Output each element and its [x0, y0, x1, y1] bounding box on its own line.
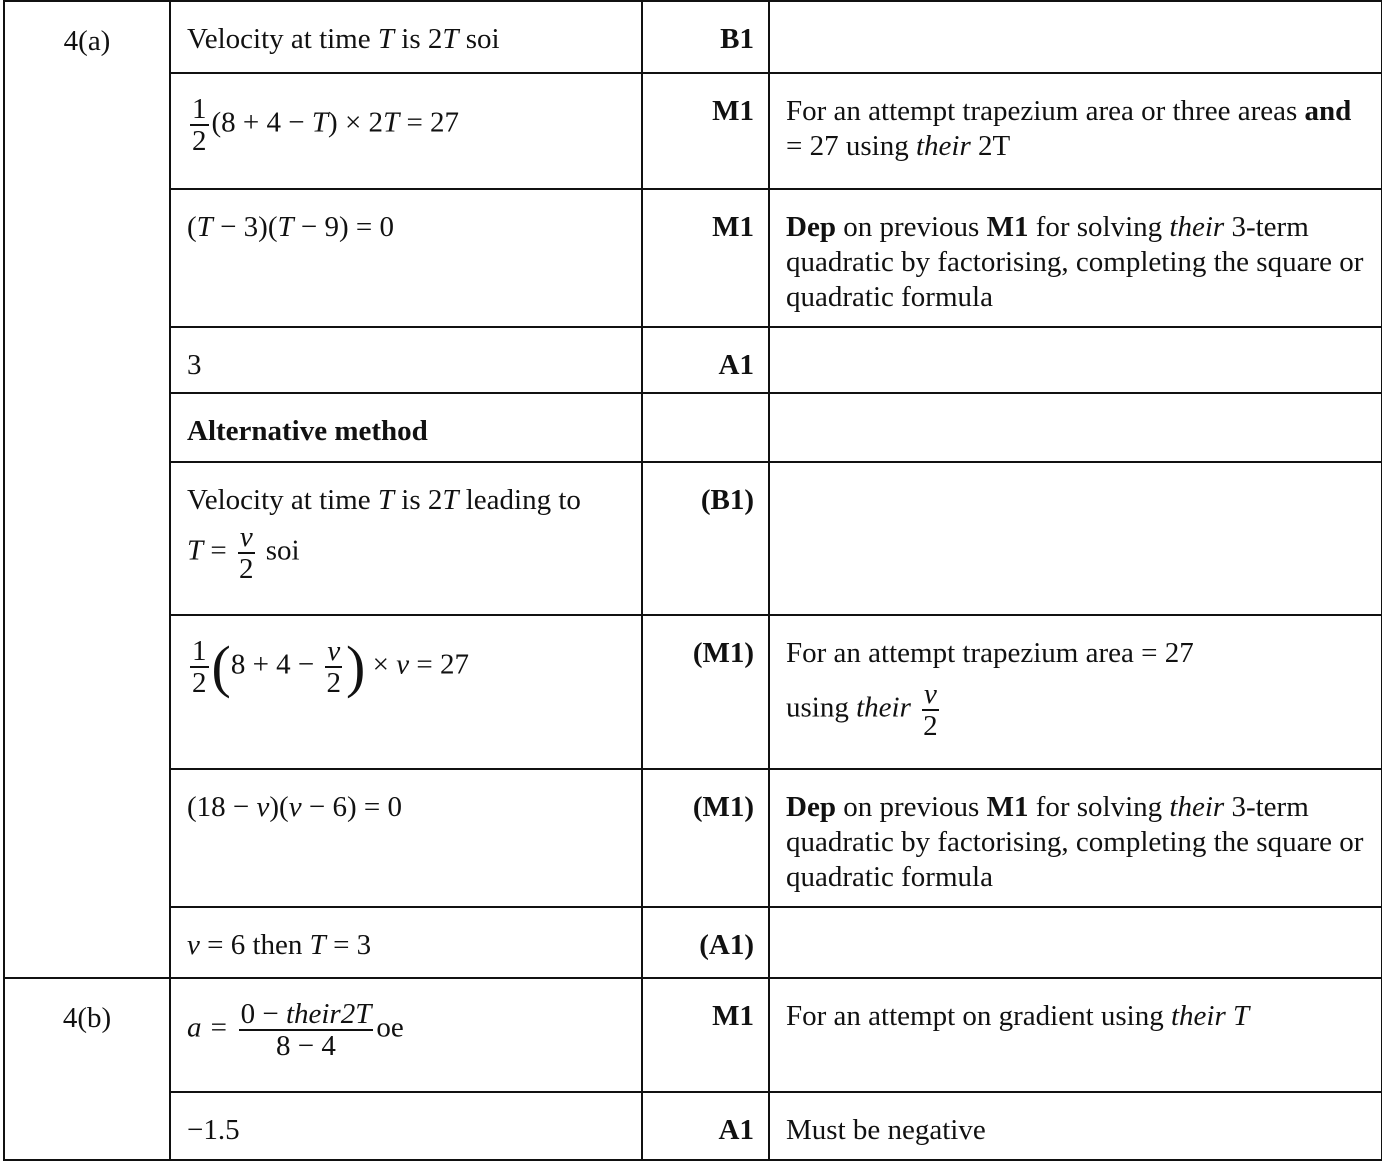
fraction: $\frac{v}{2}$: [923, 678, 938, 742]
table-row: [4, 615, 1382, 769]
answer-cell: 3: [170, 327, 642, 393]
answer-cell: (18 − v)(v − 6) = 0: [170, 769, 642, 907]
table-row: [4, 907, 1382, 978]
table-row: [4, 462, 1382, 615]
fraction: $\frac{1}{2}$: [192, 635, 207, 699]
question-label-empty: [4, 462, 170, 615]
table-row: [4, 1092, 1382, 1160]
question-label-empty: [4, 327, 170, 393]
answer-cell: Velocity at time T is 2T soi: [170, 1, 642, 73]
guidance-cell: For an attempt trapezium area = 27 using their $\frac{v}{2}$: [769, 615, 1382, 769]
mark-cell: [642, 393, 769, 462]
question-label-empty: [4, 189, 170, 327]
question-label-empty: [4, 393, 170, 462]
question-label-empty: [4, 615, 170, 769]
answer-cell: (T − 3)(T − 9) = 0: [170, 189, 642, 327]
guidance-cell: Dep on previous M1 for solving their 3-term quadratic by factorising, completing the square or quadratic formula: [769, 769, 1382, 907]
guidance-cell: [769, 462, 1382, 615]
fraction: $\frac{1}{2}$: [192, 93, 207, 157]
guidance-cell: Dep on previous M1 for solving their 3-term quadratic by factorising, completing the square or quadratic formula: [769, 189, 1382, 327]
guidance-cell: [769, 327, 1382, 393]
table-row: [4, 1, 1382, 73]
mark-cell: (M1): [642, 615, 769, 769]
mark-cell: A1: [642, 1092, 769, 1160]
mark-cell: (A1): [642, 907, 769, 978]
question-label-empty: [4, 1092, 170, 1160]
question-label-4a: 4(a): [4, 1, 170, 73]
question-label-empty: [4, 769, 170, 907]
mark-scheme-table: [3, 0, 1382, 1161]
answer-cell: $\frac{1}{2}$ (8 + 4 − T) × 2T = 27: [170, 73, 642, 189]
table-row: [4, 73, 1382, 189]
fraction: $\frac{\text{0 − their2T}}{8 - 4}$: [240, 998, 372, 1062]
table-row: [4, 189, 1382, 327]
guidance-cell: [769, 393, 1382, 462]
fraction: $\frac{v}{2}$: [239, 521, 254, 585]
mark-cell: M1: [642, 189, 769, 327]
answer-cell: v = 6 then T = 3: [170, 907, 642, 978]
question-label-empty: [4, 907, 170, 978]
answer-cell: Velocity at time T is 2T leading to T = $\frac{v}{2}$ soi: [170, 462, 642, 615]
guidance-cell: For an attempt on gradient using their T: [769, 978, 1382, 1092]
mark-cell: (B1): [642, 462, 769, 615]
mark-cell: A1: [642, 327, 769, 393]
mark-cell: M1: [642, 978, 769, 1092]
guidance-cell: For an attempt trapezium area or three areas and = 27 using their 2T: [769, 73, 1382, 189]
guidance-cell: Must be negative: [769, 1092, 1382, 1160]
question-label-4b: 4(b): [4, 978, 170, 1092]
guidance-cell: [769, 1, 1382, 73]
table-row: [4, 978, 1382, 1092]
guidance-cell: [769, 907, 1382, 978]
answer-cell: −1.5: [170, 1092, 642, 1160]
table-row: [4, 393, 1382, 462]
answer-cell: $\frac{1}{2}$ (8 + 4 − $\frac{v}{2}$ ) × v = 27: [170, 615, 642, 769]
mark-cell: M1: [642, 73, 769, 189]
question-label-empty: [4, 73, 170, 189]
alternative-method-heading: Alternative method: [170, 393, 642, 462]
table-row: [4, 327, 1382, 393]
mark-cell: B1: [642, 1, 769, 73]
mark-cell: (M1): [642, 769, 769, 907]
answer-cell: a = $\frac{\text{0 − their2T}}{8 - 4}$ oe: [170, 978, 642, 1092]
fraction: $\frac{v}{2}$: [326, 635, 342, 699]
table-row: [4, 769, 1382, 907]
